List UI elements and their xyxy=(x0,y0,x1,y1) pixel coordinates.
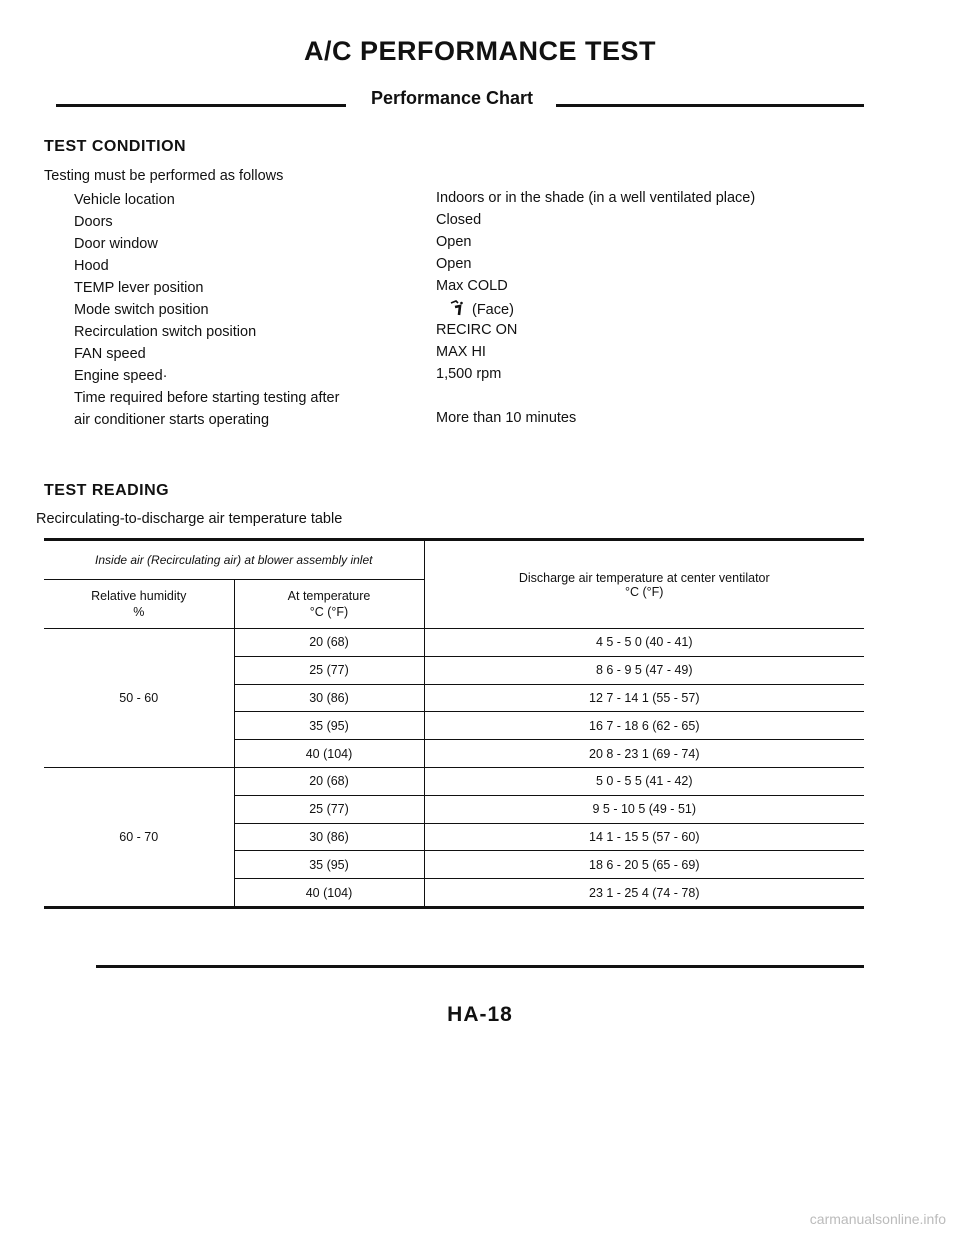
temperature-cell: 25 (77) xyxy=(234,795,424,823)
discharge-header xyxy=(424,540,864,629)
humidity-cell: 50 - 60 xyxy=(44,629,234,768)
discharge-cell: 14 1 - 15 5 (57 - 60) xyxy=(424,823,864,851)
condition-value: RECIRC ON xyxy=(436,322,518,338)
condition-value: Max COLD xyxy=(436,278,508,294)
discharge-cell: 4 5 - 5 0 (40 - 41) xyxy=(424,629,864,657)
time-required-value: More than 10 minutes xyxy=(436,410,577,426)
temperature-cell: 20 (68) xyxy=(234,767,424,795)
condition-value: MAX HI xyxy=(436,344,486,360)
discharge-cell: 23 1 - 25 4 (74 - 78) xyxy=(424,879,864,908)
discharge-header-line1: Discharge air temperature at center ventilator xyxy=(518,570,770,585)
condition-label: Door window xyxy=(74,236,158,252)
temperature-cell: 25 (77) xyxy=(234,656,424,684)
condition-value: (Face) xyxy=(472,302,514,318)
table-row xyxy=(44,629,864,657)
discharge-cell: 16 7 - 18 6 (62 - 65) xyxy=(424,712,864,740)
condition-value: Open xyxy=(436,256,472,272)
discharge-cell: 20 8 - 23 1 (69 - 74) xyxy=(424,740,864,768)
inside-air-header: Inside air (Recirculating air) at blower assembly inlet xyxy=(44,540,424,580)
face-vent-icon xyxy=(450,300,464,318)
condition-label: Doors xyxy=(74,214,113,230)
watermark: carmanualsonline.info xyxy=(809,1211,946,1227)
discharge-cell: 8 6 - 9 5 (47 - 49) xyxy=(424,656,864,684)
section-subtitle: Performance Chart xyxy=(370,88,534,108)
temperature-header xyxy=(234,580,424,629)
condition-label: FAN speed xyxy=(74,346,146,362)
condition-label: TEMP lever position xyxy=(74,280,204,296)
condition-label: Vehicle location xyxy=(74,192,175,208)
condition-value: Closed xyxy=(436,212,482,228)
test-condition-heading: TEST CONDITION xyxy=(44,138,187,155)
temperature-cell: 30 (86) xyxy=(234,684,424,712)
temperature-cell: 35 (95) xyxy=(234,712,424,740)
humidity-cell: 60 - 70 xyxy=(44,767,234,907)
discharge-header-line2: °C (°F) xyxy=(625,584,664,599)
condition-value: 1,500 rpm xyxy=(436,366,502,382)
temperature-cell: 35 (95) xyxy=(234,851,424,879)
test-condition-intro: Testing must be performed as follows xyxy=(44,168,284,184)
condition-value: Open xyxy=(436,234,472,250)
test-reading-heading: TEST READING xyxy=(44,482,170,499)
subtitle-rule-left xyxy=(56,104,346,107)
condition-label: Recirculation switch position xyxy=(74,324,257,340)
condition-value-row xyxy=(450,300,514,318)
discharge-cell: 9 5 - 10 5 (49 - 51) xyxy=(424,795,864,823)
temperature-header-line2: °C (°F) xyxy=(309,605,349,619)
temperature-cell: 40 (104) xyxy=(234,879,424,908)
time-required-label-line1: Time required before starting testing after xyxy=(74,390,340,406)
table-row xyxy=(44,767,864,795)
condition-value: Indoors or in the shade (in a well ventilated place) xyxy=(436,190,756,206)
discharge-cell: 18 6 - 20 5 (65 - 69) xyxy=(424,851,864,879)
temperature-header-line1: At temperature xyxy=(287,589,371,603)
temperature-cell: 20 (68) xyxy=(234,629,424,657)
discharge-cell: 5 0 - 5 5 (41 - 42) xyxy=(424,767,864,795)
condition-label: Engine speed· xyxy=(74,368,168,384)
footer-rule xyxy=(96,965,864,968)
temperature-cell: 30 (86) xyxy=(234,823,424,851)
time-required-label-line2: air conditioner starts operating xyxy=(74,412,270,428)
humidity-header xyxy=(44,580,234,629)
temperature-cell: 40 (104) xyxy=(234,740,424,768)
page-title: A/C PERFORMANCE TEST xyxy=(303,36,656,66)
page-number: HA-18 xyxy=(447,1003,513,1026)
humidity-header-line2: % xyxy=(133,605,145,619)
discharge-cell: 12 7 - 14 1 (55 - 57) xyxy=(424,684,864,712)
humidity-header-line1: Relative humidity xyxy=(91,589,187,603)
test-reading-intro: Recirculating-to-discharge air temperature table xyxy=(36,511,343,527)
condition-label: Mode switch position xyxy=(74,302,209,318)
subtitle-rule-right xyxy=(556,104,864,107)
temperature-table xyxy=(44,538,864,909)
condition-label: Hood xyxy=(74,258,109,274)
